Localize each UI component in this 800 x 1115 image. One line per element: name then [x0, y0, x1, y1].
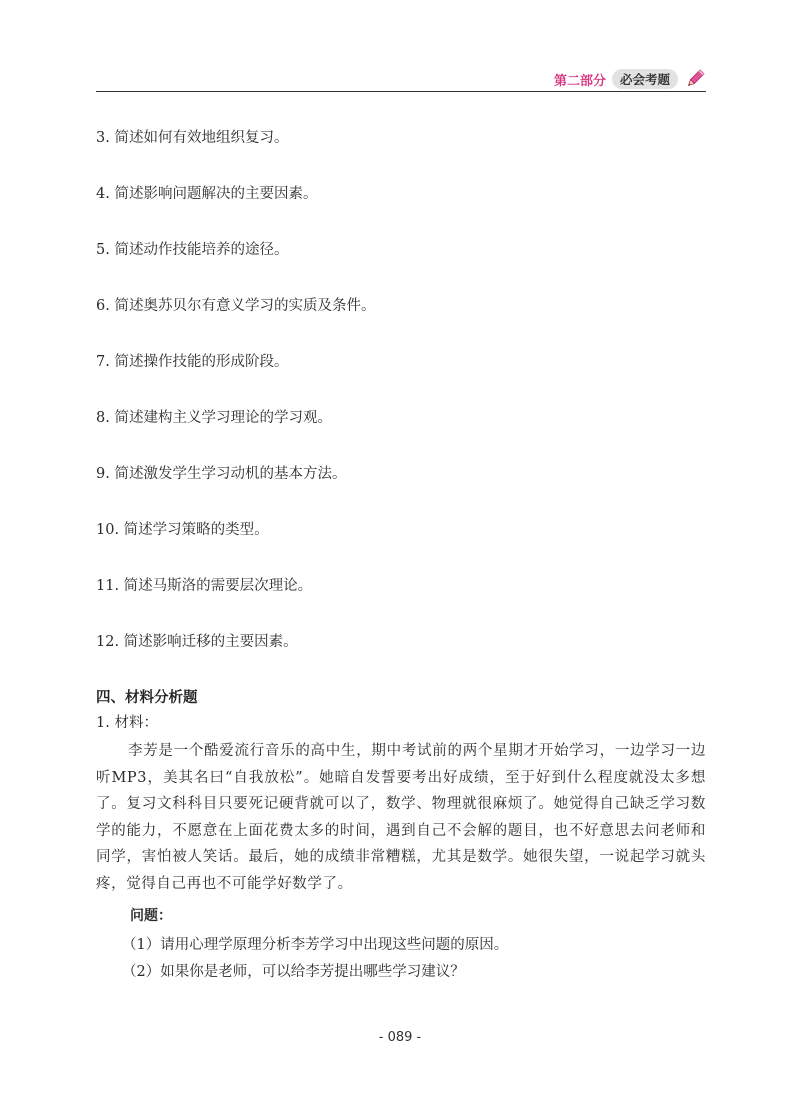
question-item: 5. 简述动作技能培养的途径。: [96, 242, 289, 258]
question-item: 11. 简述马斯洛的需要层次理论。: [96, 578, 313, 594]
question-item: 12. 简述影响迁移的主要因素。: [96, 634, 298, 650]
page-header: [96, 64, 706, 92]
header-section-label: [554, 68, 706, 90]
question-item: 6. 简述奥苏贝尔有意义学习的实质及条件。: [96, 298, 376, 314]
material-paragraph: 李芳是一个酷爱流行音乐的高中生，期中考试前的两个星期才开始学习，一边学习一边听MP3，美其名曰“自我放松”。她暗自发誓要考出好成绩，至于好到什么程度就没太多想了。复习文科科目只要死记硬背就可以了，数学、物理就很麻烦了。她觉得自己缺乏学习数学的能力，不愿意在上面花费太多的时间，遇到自己不会解的题目，也不好意思去问老师和同学，害怕被人笑话。最后，她的成绩非常糟糕，尤其是数学。她很失望，一说起学习就头疼，觉得自己再也不可能学好数学了。: [96, 743, 706, 892]
pencil-icon: [684, 68, 706, 90]
question-item: 7. 简述操作技能的形成阶段。: [96, 354, 289, 370]
question-item: 10. 简述学习策略的类型。: [96, 522, 269, 538]
sub-question: （1）请用心理学原理分析李芳学习中出现这些问题的原因。: [122, 937, 509, 953]
material-label: 1. 材料：: [96, 715, 158, 731]
header-part-label: 第二部分: [553, 73, 606, 89]
question-item: 8. 简述建构主义学习理论的学习观。: [96, 410, 332, 426]
question-item: 4. 简述影响问题解决的主要因素。: [96, 186, 318, 202]
section-title: 四、材料分析题: [96, 690, 198, 706]
questions-label: 问题：: [130, 908, 172, 924]
question-item: 3. 简述如何有效地组织复习。: [96, 130, 289, 146]
header-badge: 必会考题: [612, 69, 678, 89]
question-item: 9. 简述激发学生学习动机的基本方法。: [96, 466, 347, 482]
sub-question: （2）如果你是老师，可以给李芳提出哪些学习建议？: [122, 964, 465, 980]
page-number: - 089 -: [378, 1030, 422, 1045]
header-divider: [96, 91, 706, 92]
